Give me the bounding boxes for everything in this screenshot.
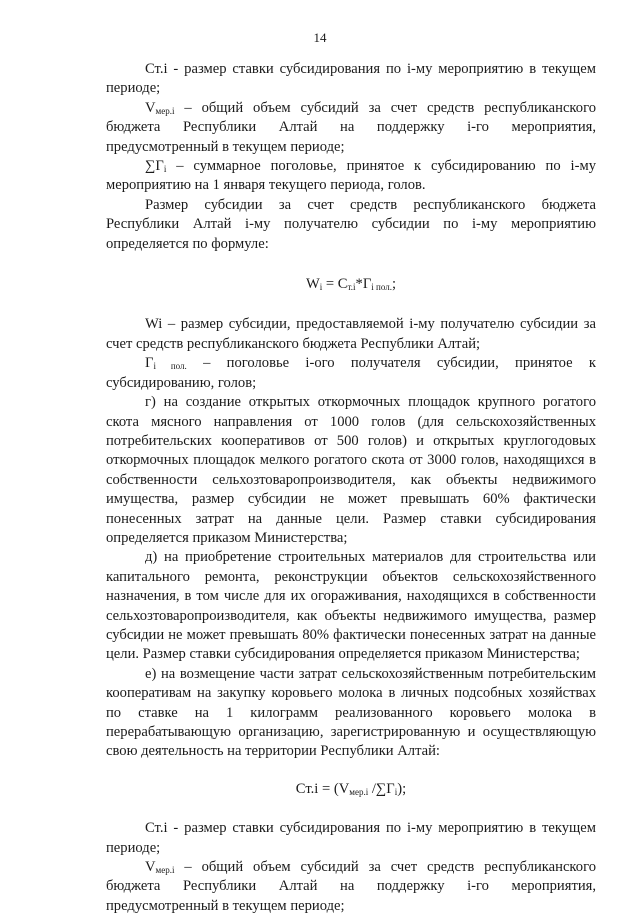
page-number: 14	[313, 30, 327, 45]
paragraph-item-g: г) на создание открытых откормочных площадок крупного рогатого скота мясного направления от 1000 голов (для сельскохозяйственных потребительских кооперативов от 500 голов) и открытых круглогодовых откормочных площадок мелкого рогатого скота от 3000 голов, находящихся в собственности сельхозтоваропроизводителя, как объекты недвижимого имущества, размер субсидии не может превышать 60% фактически понесенных затрат на данные цели. Размер ставки субсидирования определяется приказом Министерства;	[106, 394, 596, 546]
paragraph-livestock-definition: $Г_{i пол.}$ – поголовье i-ого получателя субсидии, принятое к субсидированию, голов;	[106, 355, 596, 391]
paragraph-subsidy-size-intro: Размер субсидии за счет средств республиканского бюджета Республики Алтай i-му получателю субсидии по i-му мероприятию определяется по формуле:	[106, 196, 596, 252]
paragraph-wi-definition: Wi – размер субсидии, предоставляемой i-му получателю субсидии за счет средств республиканского бюджета Республики Алтай;	[106, 316, 596, 352]
paragraph-volume-definition-repeat: $V_{мер.i}$ – общий объем субсидий за счет средств республиканского бюджета Республики Алтай на поддержку i-го мероприятия, предусмотренный в текущем периоде;	[106, 859, 596, 914]
paragraph-item-d: д) на приобретение строительных материалов для строительства или капитального ремонта, реконструкции объектов сельскохозяйственного назначения, в том числе для их огораживания, находящихся в собственности сельхозтоваропроизводителя, как объекты недвижимого имущества, размер субсидии не может превышать 80% фактически понесенных затрат на данные цели. Размер ставки субсидирования определяется приказом Министерства;	[106, 549, 596, 663]
paragraph-rate-definition-repeat: Ст.i - размер ставки субсидирования по i-му мероприятию в текущем периоде;	[106, 820, 596, 856]
formula-rate: $Ст.i = (V_{мер.i}$ $/\sum Г_i$);	[295, 780, 407, 797]
paragraph-livestock-sum-definition: $\sum Г_i$ – суммарное поголовье, принятое к субсидированию по i-му мероприятию на 1 января текущего периода, голов.	[106, 158, 596, 194]
paragraph-item-e: е) на возмещение части затрат сельскохозяйственным потребительским кооперативам на закупку коровьего молока в личных подсобных хозяйствах по ставке на 1 килограмм реализованного коровьего молока в перерабатывающую организацию, зарегистрированную и осуществляющую свою деятельность на территории Республики Алтай:	[106, 665, 596, 760]
formula-subsidy: $W_i = С_{т.i}*Г_{i пол.}$;	[305, 276, 397, 293]
document-body	[106, 60, 596, 916]
paragraph-volume-definition: $V_{мер.i}$ – общий объем субсидий за счет средств республиканского бюджета Республики Алтай на поддержку i-го мероприятия, предусмотренный в текущем периоде;	[106, 99, 596, 155]
paragraph-rate-definition: Ст.i - размер ставки субсидирования по i-му мероприятию в текущем периоде;	[106, 61, 596, 97]
